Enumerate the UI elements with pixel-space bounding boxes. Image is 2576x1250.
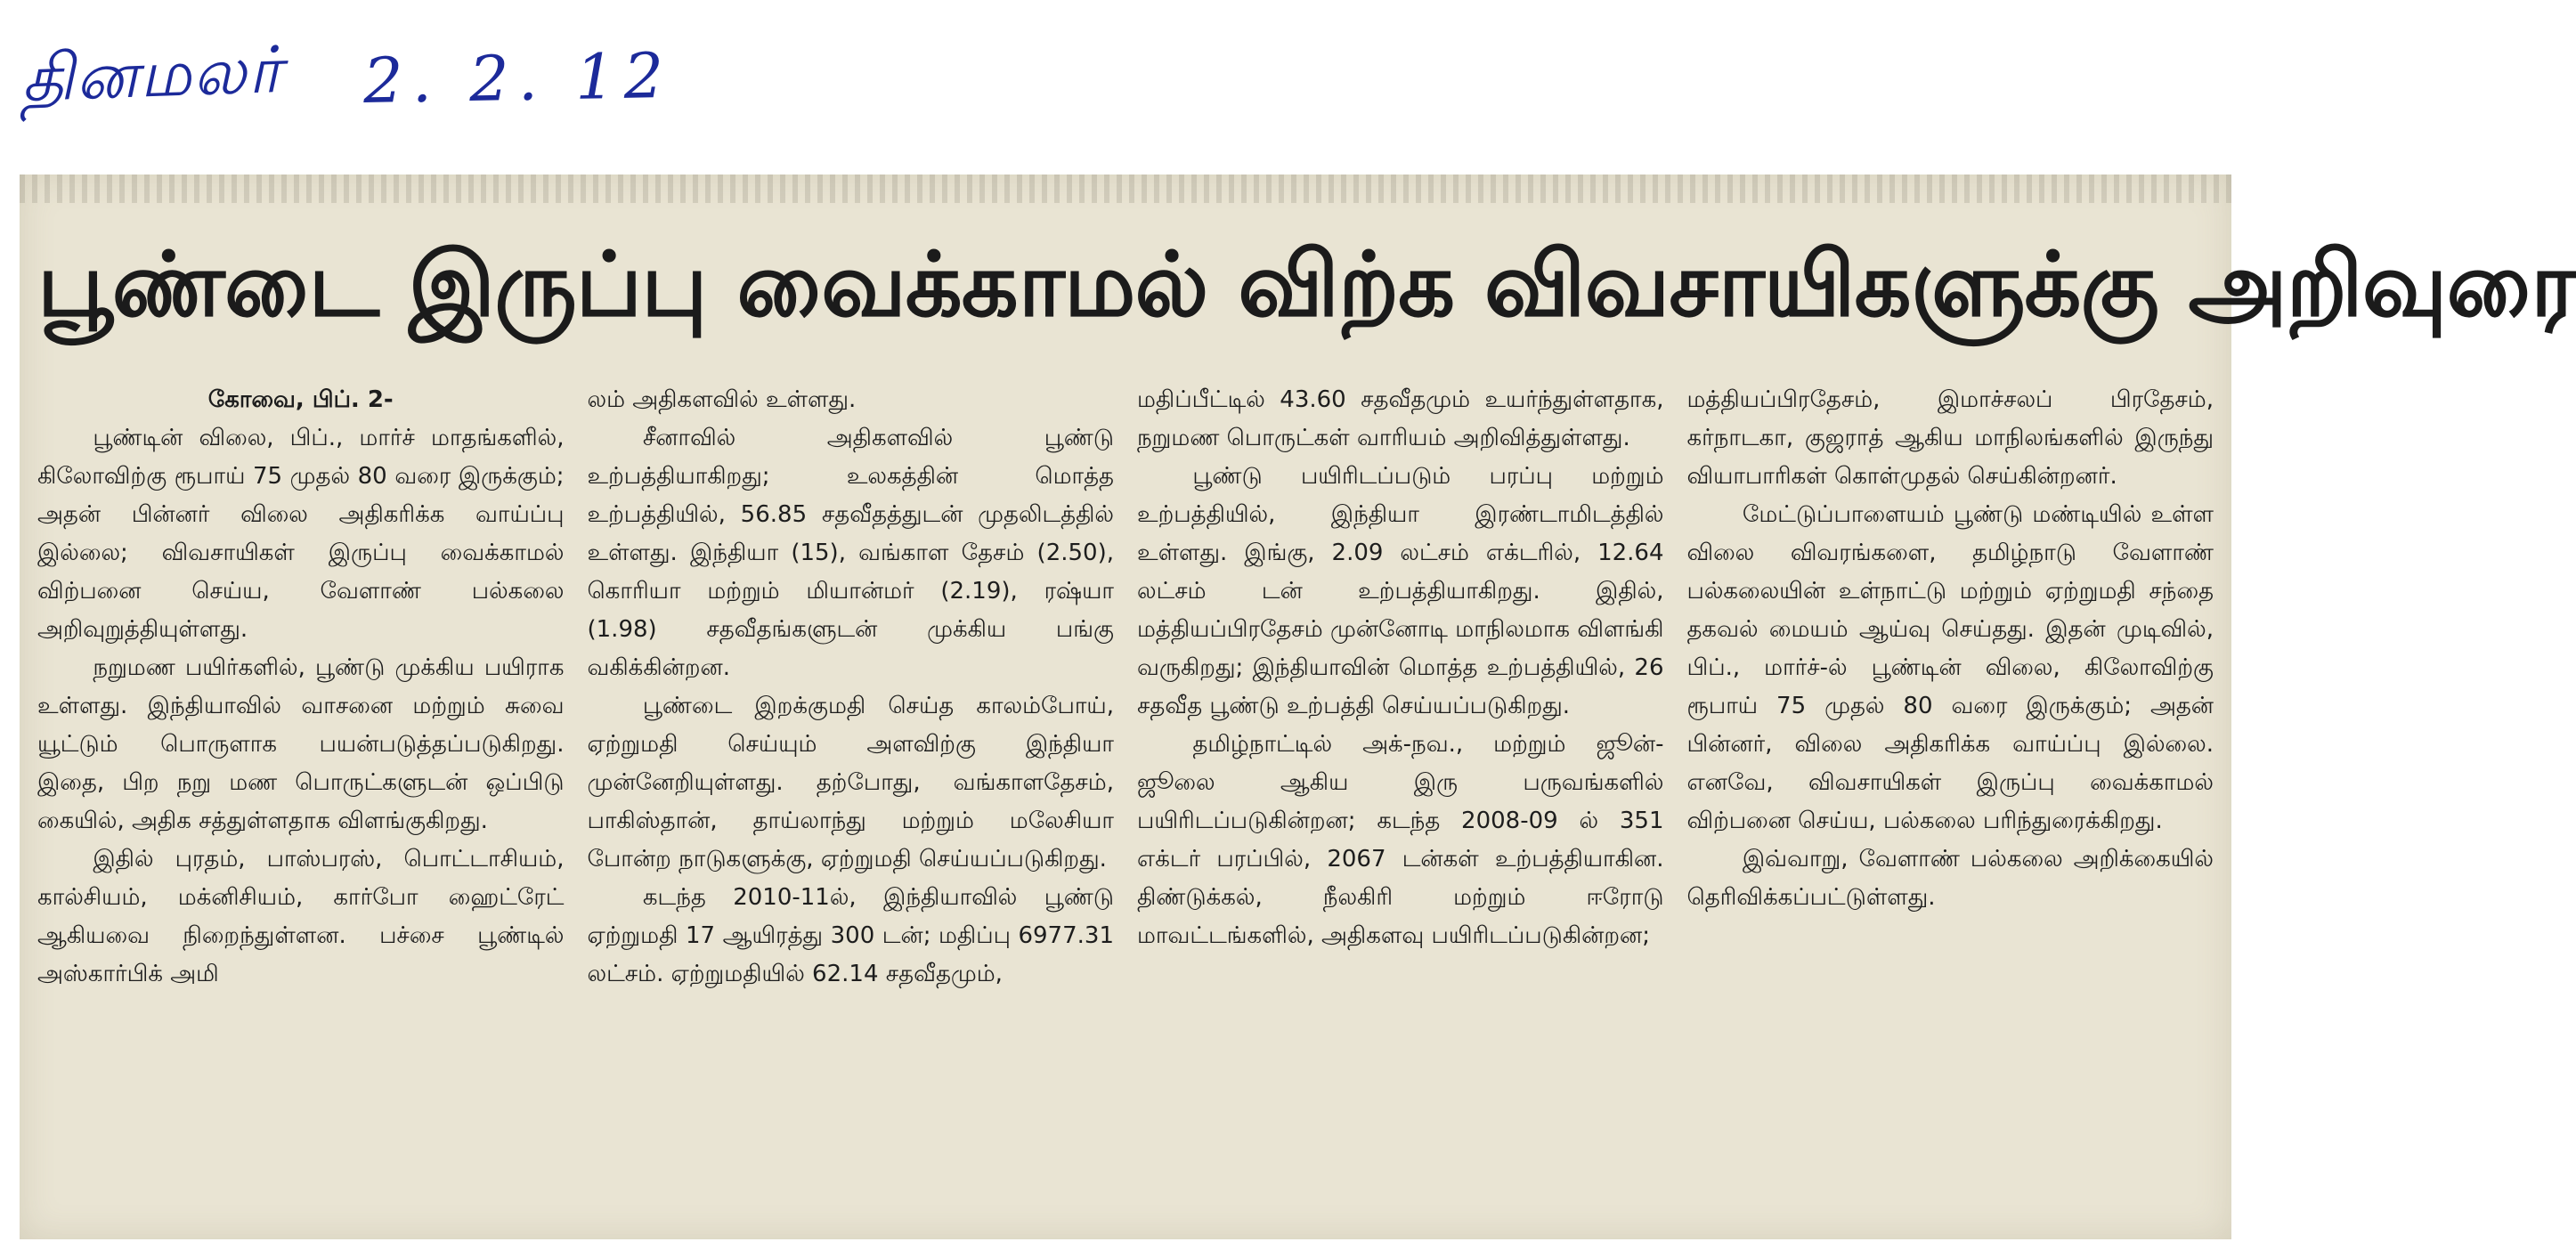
paragraph: பூண்டை இறக்குமதி செய்த காலம்போய், ஏற்றுமதி செய்யும் அளவிற்கு இந்தியா முன்னேறியுள்ளது. தற்போது, வங்காளதேசம், பாகிஸ்தான், தாய்லாந்து மற்றும் மலேசியா போன்ற நாடுகளுக்கு, ஏற்றுமதி செய்யப்படுகிறது. <box>587 693 1114 873</box>
article-dateline: கோவை, பிப். 2- <box>207 386 394 413</box>
paragraph-continued: லம் அதிகளவில் உள்ளது. <box>587 386 857 413</box>
paragraph: இவ்வாறு, வேளாண் பல்கலை அறிக்கையில் தெரிவிக்கப்பட்டுள்ளது. <box>1686 846 2214 911</box>
article-column-2 <box>588 381 1115 1227</box>
article-column-3 <box>1137 381 1664 1227</box>
paragraph: மேட்டுப்பாளையம் பூண்டு மண்டியில் உள்ள விலை விவரங்களை, தமிழ்நாடு வேளாண் பல்கலையின் உள்நாட்டு மற்றும் ஏற்றுமதி சந்தை தகவல் மையம் ஆய்வு செய்தது. இதன் முடிவில், பிப்., மார்ச்-ல் பூண்டின் விலை, கிலோவிற்கு ரூபாய் 75 முதல் 80 வரை இருக்கும்; அதன் பின்னர், விலை அதிகரிக்க வாய்ப்பு இல்லை. எனவே, விவசாயிகள் இருப்பு வைக்காமல் விற்பனை செய்ய, பல்கலை பரிந்துரைக்கிறது. <box>1686 501 2214 834</box>
paragraph-continued: மதிப்பீட்டில் 43.60 சதவீதமும் உயர்ந்துள்ளதாக, நறுமண பொருட்கள் வாரியம் அறிவித்துள்ளது. <box>1137 386 1664 451</box>
handwritten-annotation <box>21 25 672 132</box>
paragraph-continued: மத்தியப்பிரதேசம், இமாச்சலப் பிரதேசம், கர்நாடகா, குஜராத் ஆகிய மாநிலங்களில் இருந்து வியாபாரிகள் கொள்முதல் செய்கின்றனர். <box>1686 386 2214 490</box>
newspaper-clipping <box>20 175 2576 1239</box>
handwritten-paper-name: தினமலர் <box>20 31 285 117</box>
article-headline: பூண்டை இருப்பு வைக்காமல் விற்க விவசாயிகளுக்கு அறிவுரை <box>37 232 2576 337</box>
article-column-1 <box>37 381 565 1227</box>
handwritten-date: 2. 2. 12 <box>362 38 673 118</box>
article-column-4 <box>1687 381 2214 1227</box>
paragraph: நறுமண பயிர்களில், பூண்டு முக்கிய பயிராக உள்ளது. இந்தியாவில் வாசனை மற்றும் சுவை யூட்டும் பொருளாக பயன்படுத்தப்படுகிறது. இதை, பிற நறு மண பொருட்களுடன் ஒப்பிடு கையில், அதிக சத்துள்ளதாக விளங்குகிறது. <box>37 654 565 834</box>
article-body <box>37 381 2214 1227</box>
paragraph: பூண்டு பயிரிடப்படும் பரப்பு மற்றும் உற்பத்தியில், இந்தியா இரண்டாமிடத்தில் உள்ளது. இங்கு, 2.09 லட்சம் எக்டரில், 12.64 லட்சம் டன் உற்பத்தியாகிறது. இதில், மத்தியப்பிரதேசம் முன்னோடி மாநிலமாக விளங்கி வருகிறது; இந்தியாவின் மொத்த உற்பத்தியில், 26 சதவீத பூண்டு உற்பத்தி செய்யப்படுகிறது. <box>1137 463 1664 719</box>
paragraph: இதில் புரதம், பாஸ்பரஸ், பொட்டாசியம், கால்சியம், மக்னிசியம், கார்போ ஹைட்ரேட் ஆகியவை நிறைந்துள்ளன. பச்சை பூண்டில் அஸ்கார்பிக் அமி <box>37 846 565 987</box>
show-through-text-strip <box>20 175 2231 203</box>
paragraph: கடந்த 2010-11ல், இந்தியாவில் பூண்டு ஏற்றுமதி 17 ஆயிரத்து 300 டன்; மதிப்பு 6977.31 லட்சம். ஏற்றுமதியில் 62.14 சதவீதமும், <box>587 884 1114 987</box>
paragraph: பூண்டின் விலை, பிப்., மார்ச் மாதங்களில், கிலோவிற்கு ரூபாய் 75 முதல் 80 வரை இருக்கும்; அதன் பின்னர் விலை அதிகரிக்க வாய்ப்பு இல்லை; விவசாயிகள் இருப்பு வைக்காமல் விற்பனை செய்ய, வேளாண் பல்கலை அறிவுறுத்தியுள்ளது. <box>37 425 565 643</box>
paragraph: சீனாவில் அதிகளவில் பூண்டு உற்பத்தியாகிறது; உலகத்தின் மொத்த உற்பத்தியில், 56.85 சதவீதத்துடன் முதலிடத்தில் உள்ளது. இந்தியா (15), வங்காள தேசம் (2.50), கொரியா மற்றும் மியான்மர் (2.19), ரஷ்யா (1.98) சதவீதங்களுடன் முக்கிய பங்கு வகிக்கின்றன. <box>587 425 1114 681</box>
paragraph: தமிழ்நாட்டில் அக்-நவ., மற்றும் ஜூன்-ஜூலை ஆகிய இரு பருவங்களில் பயிரிடப்படுகின்றன; கடந்த 2008-09 ல் 351 எக்டர் பரப்பில், 2067 டன்கள் உற்பத்தியாகின. திண்டுக்கல், நீலகிரி மற்றும் ஈரோடு மாவட்டங்களில், அதிகளவு பயிரிடப்படுகின்றன; <box>1137 731 1664 949</box>
